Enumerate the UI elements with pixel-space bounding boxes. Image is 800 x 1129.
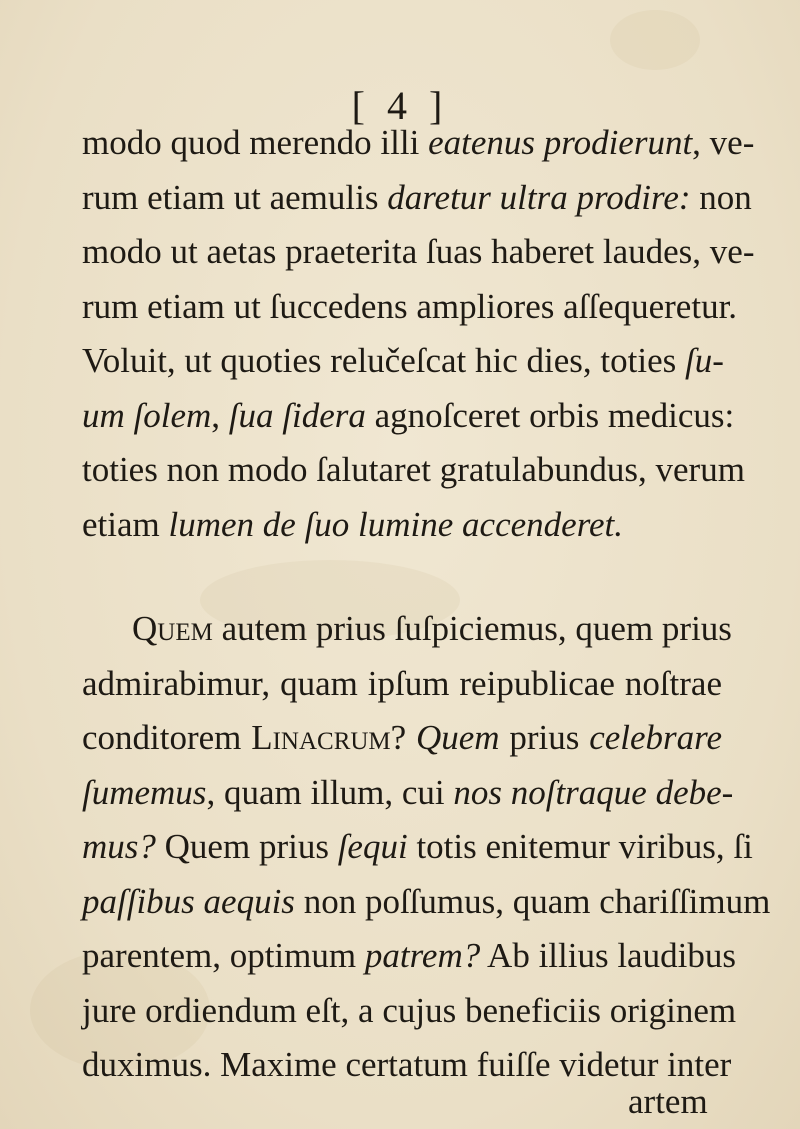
text-line [132,606,732,652]
text-line [82,824,753,870]
text-span: celebrare [589,718,722,757]
text-span: Voluit, ut quoties relučeſcat hic dies, toties [82,341,685,380]
text-line [82,229,755,275]
text-line [82,770,734,816]
text-line [82,393,735,439]
text-span: ſua ſidera [228,396,366,435]
text-line [82,502,722,548]
text-span: , quam illum, cui [206,773,454,812]
text-span: parentem, optimum [82,936,365,975]
text-line [82,1042,732,1088]
text-span: , ve- [692,123,755,162]
text-span: totis enitemur viribus, ſi [407,827,753,866]
text-line [82,661,722,707]
text-span: Quem prius [155,827,338,866]
text-span: Quem [416,718,500,757]
text-span: daretur ultra prodire: [387,178,691,217]
text-span: eatenus prodierunt [428,123,693,162]
text-span: agnoſceret orbis medicus: [365,396,735,435]
text-span: ſequi [337,827,408,866]
text-span: toties non modo ſalutaret gratulabundus, verum [82,450,745,489]
text-span: rum etiam ut aemulis [82,178,388,217]
text-span: duximus. Maxime certatum fuiſſe videtur inter [82,1045,732,1084]
text-line [82,988,737,1034]
text-span: admirabimur, quam ipſum reipublicae noſtrae [82,664,722,703]
text-span: prius [499,718,590,757]
text-span: paſſibus aequis [82,882,295,921]
text-span: conditorem [82,718,252,757]
text-line [82,120,755,166]
text-span: ? [390,718,416,757]
text-span: ſu- [684,341,724,380]
text-line [82,933,736,979]
text-line [82,175,752,221]
text-span: non poſſumus, quam chariſſimum [294,882,771,921]
text-span: mus? [82,827,156,866]
text-span: Quem [132,609,213,648]
text-span: modo quod merendo illi [82,123,429,162]
text-span: jure ordiendum eſt, a cujus beneficiis originem [82,991,737,1030]
text-line [82,715,722,761]
text-span: Linacrum [251,718,391,757]
text-span: etiam [82,505,169,544]
text-span: Ab illius laudibus [480,936,736,975]
text-span: um ſolem [82,396,212,435]
catchword: artem [628,1082,708,1121]
text-line [82,284,738,330]
text-line [82,338,722,384]
page-number: [ 4 ] [351,83,449,128]
text-span: nos noſtraque debe- [453,773,734,812]
text-span: ſumemus [82,773,207,812]
text-span: non [690,178,752,217]
text-span: autem prius ſuſpiciemus, quem prius [212,609,732,648]
text-line [82,447,745,493]
text-span: rum etiam ut ſuccedens ampliores aſſequeretur. [82,287,738,326]
text-span: modo ut aetas praeterita ſuas haberet laudes, ve- [82,232,755,271]
text-line [82,879,771,925]
text-span: , [211,396,229,435]
text-span: lumen de ſuo lumine accenderet. [168,505,624,544]
paper-stain [610,10,700,70]
text-span: patrem? [364,936,481,975]
